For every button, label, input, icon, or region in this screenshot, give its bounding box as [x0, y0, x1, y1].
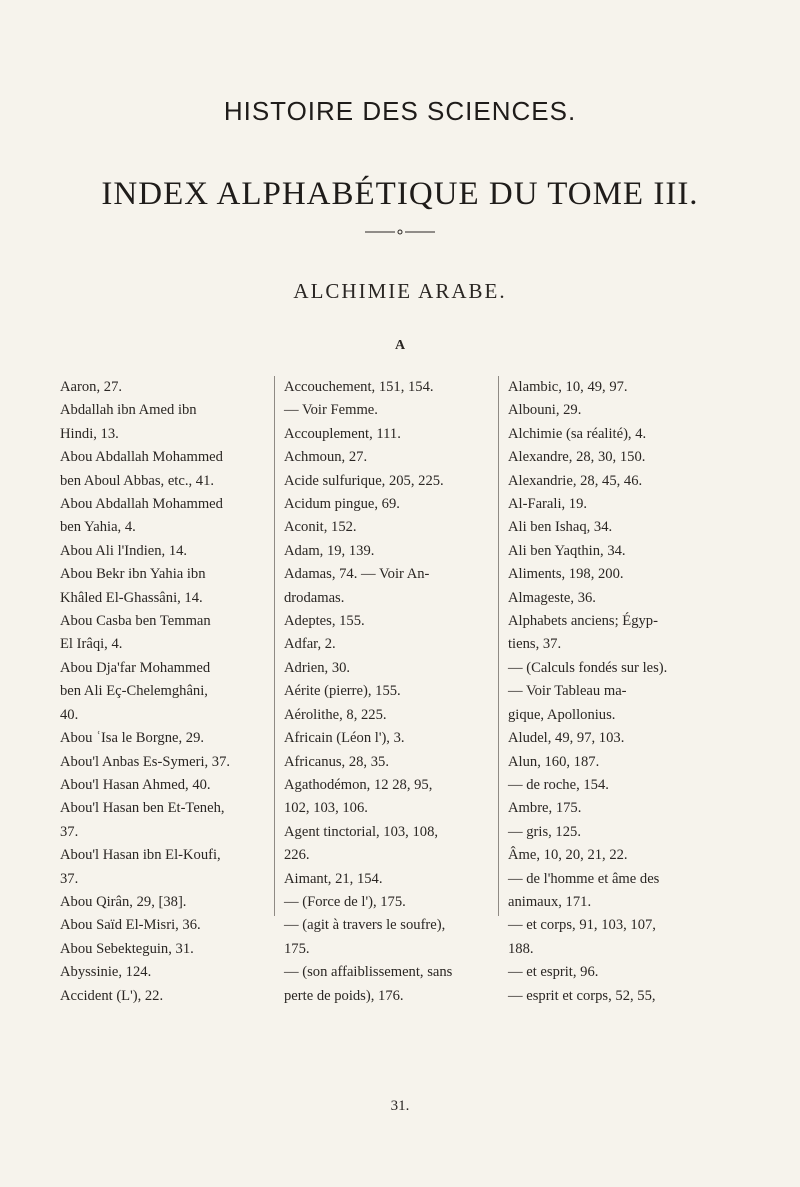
index-entry: Al-Farali, 19. [508, 496, 588, 513]
index-entry: Accouchement, 151, 154. [284, 379, 434, 395]
index-column-3 [508, 376, 748, 1008]
index-entry: Alambic, 10, 49, 97. [508, 379, 628, 395]
index-entry: Aérolithe, 8, 225. [284, 706, 387, 723]
index-entry: Ali ben Yaqthin, 34. [508, 542, 626, 559]
index-entry: drodamas. [284, 589, 345, 606]
index-entry: Abou'l Hasan ben Et-Teneh, [60, 800, 225, 817]
index-entry: Adam, 19, 139. [284, 542, 375, 559]
index-entry: Aconit, 152. [284, 519, 357, 536]
index-entry: — et corps, 91, 103, 107, [508, 917, 656, 934]
index-entry: Alphabets anciens; Égyp- [508, 613, 658, 630]
index-entry: Acidum pingue, 69. [284, 496, 400, 513]
index-entry: Acide sulfurique, 205, 225. [284, 472, 444, 489]
index-entry: Adrien, 30. [284, 659, 351, 676]
column-divider [274, 376, 275, 916]
index-entry: Alexandre, 28, 30, 150. [508, 449, 646, 466]
column-divider [498, 376, 499, 916]
index-entry: Ambre, 175. [508, 800, 582, 817]
index-entry: animaux, 171. [508, 893, 592, 910]
index-entry: 188. [508, 940, 534, 957]
index-entry: Alchimie (sa réalité), 4. [508, 425, 647, 442]
letter-heading: A [394, 338, 406, 353]
index-entry: — (son affaiblissement, sans [284, 964, 453, 981]
index-entry: Abdallah ibn Amed ibn [60, 402, 197, 419]
index-entry: Albouni, 29. [508, 402, 582, 419]
index-entry: gique, Apollonius. [508, 706, 616, 723]
index-entry: — Voir Femme. [284, 402, 378, 419]
index-entry: Abou Saïd El-Misri, 36. [60, 917, 201, 934]
index-entry: — (Calculs fondés sur les). [508, 659, 668, 676]
index-entry: Agathodémon, 12 28, 95, [284, 776, 433, 793]
index-entry: Adamas, 74. — Voir An- [284, 566, 430, 583]
index-entry: — et esprit, 96. [508, 964, 599, 981]
index-entry: Aérite (pierre), 155. [284, 683, 401, 700]
index-entry: Almageste, 36. [508, 589, 596, 606]
index-entry: Aimant, 21, 154. [284, 870, 383, 887]
index-entry: Agent tinctorial, 103, 108, [284, 823, 439, 840]
index-column-2 [284, 376, 496, 1008]
index-entry: Hindi, 13. [60, 425, 119, 442]
index-entry: — esprit et corps, 52, 55, [508, 987, 656, 1004]
index-entry: El Irâqi, 4. [60, 636, 123, 653]
index-entry: Âme, 10, 20, 21, 22. [508, 847, 628, 864]
index-entry: 175. [284, 940, 310, 957]
index-entry: Accident (L'), 22. [60, 987, 164, 1004]
index-entry: Abou ʿIsa le Borgne, 29. [60, 730, 205, 747]
index-entry: Abou Casba ben Temman [60, 613, 211, 630]
index-entry: 226. [284, 847, 310, 864]
page-header: HISTOIRE DES SCIENCES. [223, 96, 577, 126]
index-entry: Africanus, 28, 35. [284, 753, 389, 770]
index-entry: — (agit à travers le soufre), [284, 917, 446, 934]
section-title: ALCHIMIE ARABE. [293, 279, 507, 303]
index-entry: — de roche, 154. [508, 776, 609, 793]
index-entry: Abou Ali l'Indien, 14. [60, 542, 188, 559]
index-entry: 102, 103, 106. [284, 800, 368, 817]
index-entry: Abou Abdallah Mohammed [60, 449, 223, 466]
index-entry: Alun, 160, 187. [508, 753, 600, 770]
index-entry: ben Aboul Abbas, etc., 41. [60, 472, 215, 489]
index-entry: 40. [60, 706, 79, 723]
index-entry: ben Ali Eç-Chelemghâni, [60, 683, 208, 700]
divider-ornament [365, 229, 435, 235]
index-entry: — Voir Tableau ma- [508, 683, 627, 700]
index-entry: Abou Sebekteguin, 31. [60, 940, 194, 957]
index-entry: Abou'l Hasan ibn El-Koufi, [60, 847, 221, 864]
index-entry: Abou'l Anbas Es-Symeri, 37. [60, 753, 231, 770]
index-entry: Aaron, 27. [60, 379, 123, 395]
index-entry: — gris, 125. [508, 823, 581, 840]
index-entry: Ali ben Ishaq, 34. [508, 519, 613, 536]
index-entry: 37. [60, 823, 79, 840]
index-entry: Abou Dja'far Mohammed [60, 659, 211, 676]
index-entry: Khâled El-Ghassâni, 14. [60, 589, 203, 606]
index-entry: Abou Qirân, 29, [38]. [60, 893, 187, 910]
index-entry: ben Yahia, 4. [60, 519, 136, 536]
index-entry: Achmoun, 27. [284, 449, 368, 466]
index-entry: Accouplement, 111. [284, 425, 401, 442]
index-entry: — (Force de l'), 175. [284, 893, 406, 910]
index-entry: Adfar, 2. [284, 636, 336, 653]
index-entry: Abou'l Hasan Ahmed, 40. [60, 776, 211, 793]
index-entry: Abyssinie, 124. [60, 964, 152, 981]
index-entry: Adeptes, 155. [284, 613, 365, 630]
index-entry: Abou Bekr ibn Yahia ibn [60, 566, 206, 583]
index-entry: tiens, 37. [508, 636, 562, 653]
index-column-1 [60, 376, 260, 1008]
index-entry: perte de poids), 176. [284, 987, 404, 1004]
index-entry: Aliments, 198, 200. [508, 566, 624, 583]
index-entry: Africain (Léon l'), 3. [284, 730, 405, 747]
index-entry: Abou Abdallah Mohammed [60, 496, 223, 513]
index-entry: Alexandrie, 28, 45, 46. [508, 472, 643, 489]
page-number: 31. [390, 1098, 410, 1114]
index-entry: Aludel, 49, 97, 103. [508, 730, 625, 747]
index-entry: 37. [60, 870, 79, 887]
index-title: INDEX ALPHABÉTIQUE DU TOME III. [101, 176, 699, 212]
index-entry: — de l'homme et âme des [508, 870, 660, 887]
